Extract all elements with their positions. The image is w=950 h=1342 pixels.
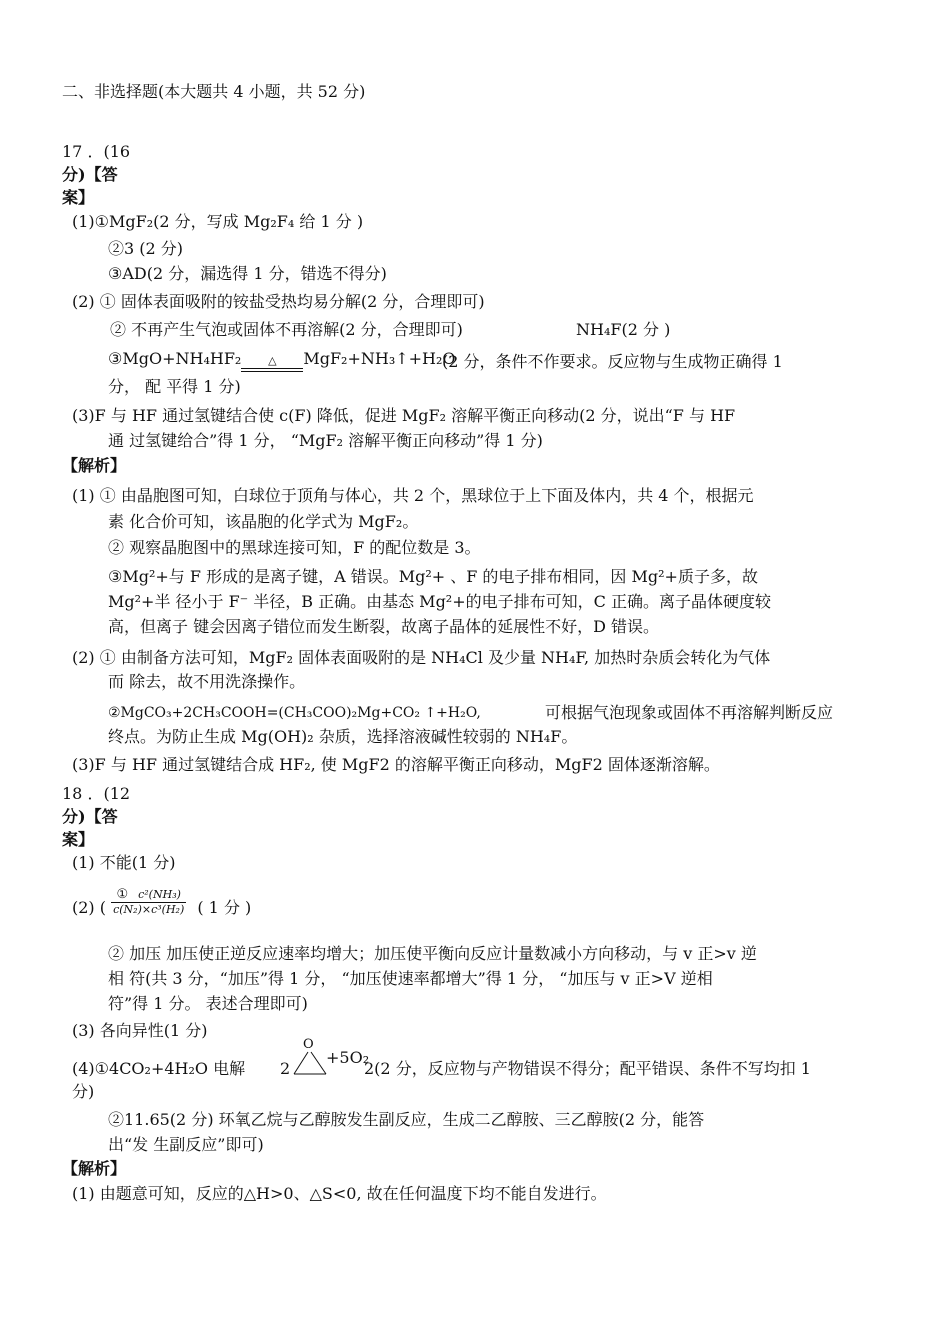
epoxide-oxygen-label: O <box>303 1037 314 1052</box>
q18-answer-4-note: 2(2 分，反应物与产物错误不得分；配平错误、条件不写均扣 1 <box>364 1059 811 1078</box>
q18-header-line2: 分)【答 <box>62 807 118 826</box>
q18-header-line1: 18 ．(12 <box>62 784 131 803</box>
circled-one: ① <box>116 887 129 902</box>
q17-header-line2: 分)【答 <box>62 165 118 184</box>
q17-answer-2-2b: NH₄F(2 分 ) <box>576 320 671 339</box>
q17-header-line3: 案】 <box>62 188 95 207</box>
q17-answer-2-1: (2) ① 固体表面吸附的铵盐受热均易分解(2 分，合理即可) <box>72 292 485 311</box>
q18-answer-2b-2: 相 符(共 3 分，“加压”得 1 分， “加压使速率都增大”得 1 分， “加压与 v 正>V 逆相 <box>108 969 713 988</box>
q18-answer-4-coefficient: 2 <box>280 1059 291 1078</box>
q17-answer-1-1: (1)①MgF₂(2 分，写成 Mg₂F₄ 给 1 分 ) <box>72 212 364 231</box>
answer-2-score: ( 1 分 ) <box>197 898 252 917</box>
q17-answer-1-2: ②3 (2 分) <box>108 239 184 258</box>
heat-condition: △ <box>241 355 303 372</box>
fraction-numerator: c²(NH₃) <box>138 888 181 901</box>
q17-analysis-2-4: 终点。为防止生成 Mg(OH)₂ 杂质，选择溶液碱性较弱的 NH₄F。 <box>108 727 578 746</box>
q17-analysis-2-3a: ②MgCO₃+2CH₃COOH=(CH₃COO)₂Mg+CO₂ ↑+H₂O, <box>108 705 481 721</box>
q18-answer-4-oxygen: +5O₂ <box>326 1048 370 1067</box>
q17-analysis-1-1: (1) ① 由晶胞图可知，白球位于顶角与体心，共 2 个，黑球位于上下面及体内，共 4 个，根据元 <box>72 486 754 505</box>
equilibrium-constant-fraction <box>111 888 186 917</box>
q17-analysis-heading: 【解析】 <box>62 456 127 475</box>
answer-4-lhs: (4)①4CO₂+4H₂O 电解 <box>72 1059 246 1078</box>
q17-analysis-2-2: 而 除去，故不用洗涤操作。 <box>108 672 306 691</box>
q18-answer-4b-2: 出“发 生副反应”即可) <box>108 1135 264 1154</box>
q17-analysis-1-5: Mg²+半 径小于 F⁻ 半径，B 正确。由基态 Mg²+的电子排布可知，C 正确。离子晶体硬度较 <box>108 592 771 611</box>
q17-header-line1: 17 ．(16 <box>62 142 131 161</box>
q17-analysis-1-4: ③Mg²+与 F 形成的是离子键，A 错误。Mg²+ 、F 的电子排布相同，因 Mg²+质子多，故 <box>108 567 758 586</box>
q17-analysis-1-6: 高，但离子 键会因离子错位而发生断裂，故离子晶体的延展性不好，D 错误。 <box>108 617 660 636</box>
answer-2-prefix: (2) ( <box>72 898 106 917</box>
q18-answer-2b-1: ② 加压 加压使正逆反应速率均增大；加压使平衡向反应计量数减小方向移动，与 v 正>v 逆 <box>108 944 757 963</box>
q17-answer-1-3: ③AD(2 分，漏选得 1 分，错选不得分) <box>108 264 387 283</box>
q17-answer-3-2: 通 过氢键给合”得 1 分， “MgF₂ 溶解平衡正向移动”得 1 分) <box>108 431 543 450</box>
q17-answer-2-3-note: (2 分，条件不作要求。反应物与生成物正确得 1 <box>442 352 783 371</box>
q18-answer-4-note2: 分) <box>72 1082 95 1101</box>
fraction-denominator: c(N₂)×c³(H₂) <box>113 903 185 916</box>
q18-answer-2b-3: 符”得 1 分。 表述合理即可) <box>108 994 308 1013</box>
epoxide-ring-icon <box>290 1037 330 1080</box>
equation-lhs: ③MgO+NH₄HF₂ <box>108 349 242 368</box>
q17-analysis-1-2: 素 化合价可知，该晶胞的化学式为 MgF₂。 <box>108 512 419 531</box>
q17-analysis-3-1: (3)F 与 HF 通过氢键结合成 HF₂, 使 MgF2 的溶解平衡正向移动，MgF2 固体逐渐溶解。 <box>72 755 720 774</box>
q17-answer-2-3-equation <box>108 347 456 372</box>
q18-answer-2-equilibrium-constant <box>72 887 252 923</box>
q18-answer-4-equation <box>72 1057 245 1081</box>
q18-answer-4b-1: ②11.65(2 分) 环氧乙烷与乙醇胺发生副反应，生成二乙醇胺、三乙醇胺(2 分，能答 <box>108 1110 705 1129</box>
equation-rhs: MgF₂+NH₃↑+H₂O <box>303 349 456 368</box>
q18-analysis-heading: 【解析】 <box>62 1159 127 1178</box>
q18-header-line3: 案】 <box>62 830 95 849</box>
q17-analysis-1-3: ② 观察晶胞图中的黑球连接可知，F 的配位数是 3。 <box>108 538 481 557</box>
q18-answer-3: (3) 各向异性(1 分) <box>72 1021 208 1040</box>
q17-analysis-2-1: (2) ① 由制备方法可知，MgF₂ 固体表面吸附的是 NH₄Cl 及少量 NH₄F, 加热时杂质会转化为气体 <box>72 648 771 667</box>
q17-answer-3-1: (3)F 与 HF 通过氢键结合使 c(F) 降低，促进 MgF₂ 溶解平衡正向移动(2 分，说出“F 与 HF <box>72 406 736 425</box>
epoxide-structure <box>290 1037 330 1080</box>
section-title: 二、非选择题(本大题共 4 小题，共 52 分) <box>62 82 366 101</box>
q18-answer-1: (1) 不能(1 分) <box>72 853 176 872</box>
q17-analysis-2-3b: 可根据气泡现象或固体不再溶解判断反应 <box>545 703 834 722</box>
q17-answer-2-2a: ② 不再产生气泡或固体不再溶解(2 分，合理即可) <box>110 320 463 339</box>
q18-analysis-1: (1) 由题意可知，反应的△H>0、△S<0, 故在任何温度下均不能自发进行。 <box>72 1184 607 1203</box>
q17-answer-2-3-note2: 分， 配 平得 1 分) <box>108 377 241 396</box>
